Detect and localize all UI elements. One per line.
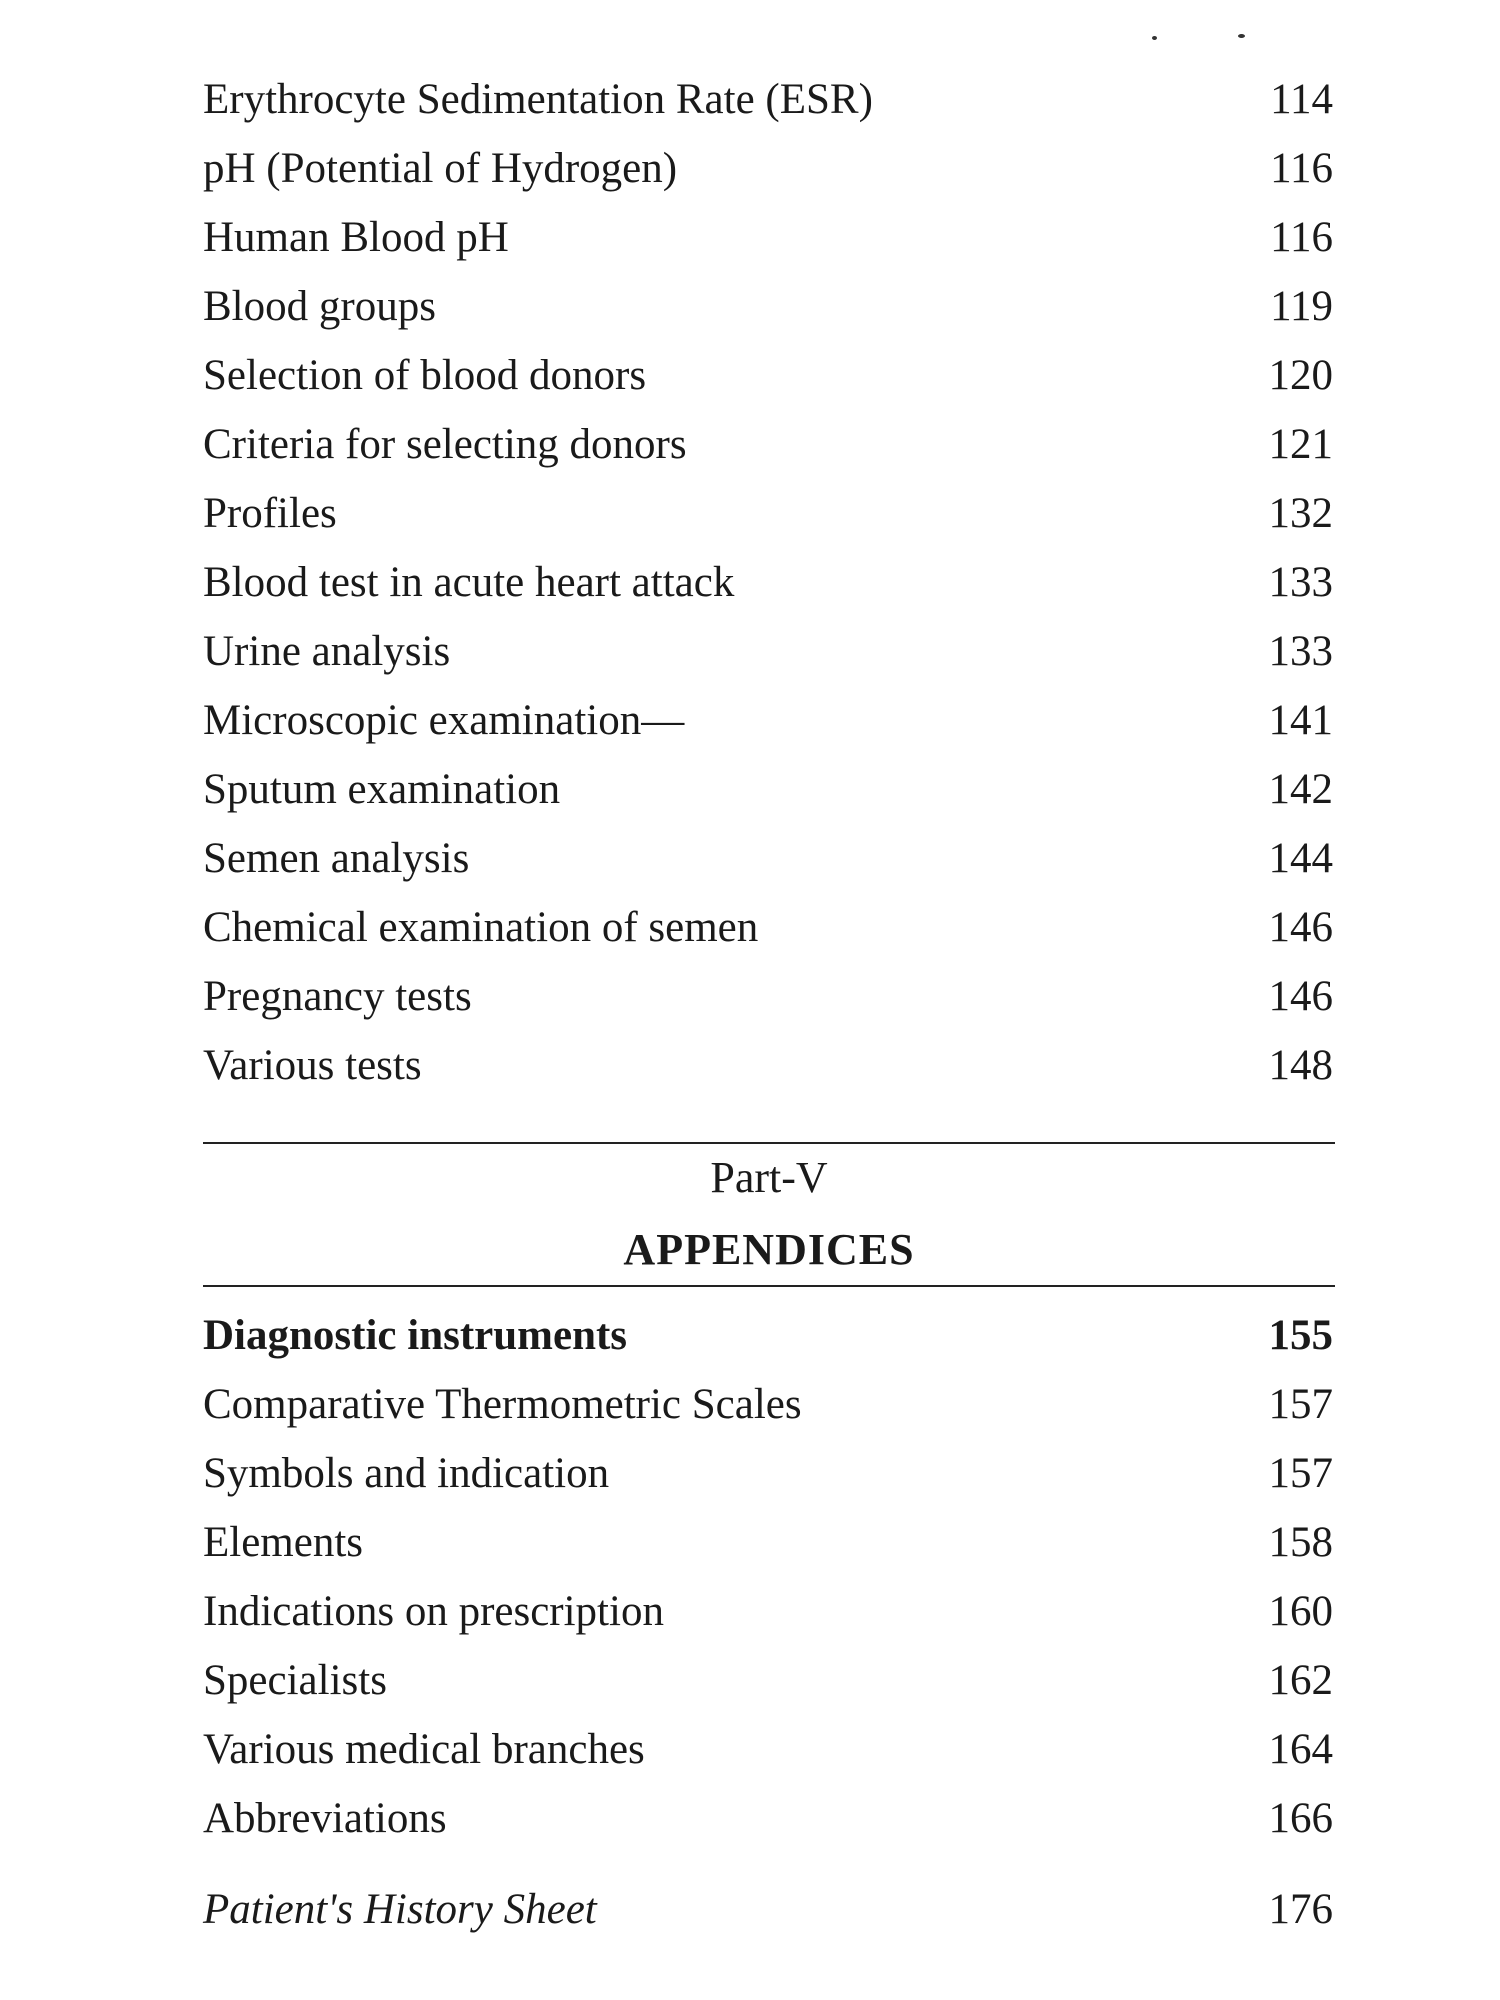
part-heading: Part-V [710,1153,828,1202]
toc-entry-page: 116 [1270,214,1333,261]
toc-entry-label: Erythrocyte Sedimentation Rate (ESR) [203,76,873,123]
toc-entry [203,1375,1333,1435]
toc-entry [203,1036,1333,1096]
toc-entry-final [203,1880,1333,1940]
toc-entry-label: Elements [203,1519,364,1566]
toc-entry-page: 157 [1268,1450,1333,1497]
toc-entry-page: 119 [1270,283,1333,330]
toc-entry-label: Selection of blood donors [203,352,647,399]
toc-entry [203,208,1333,268]
toc-entry-page: 142 [1268,766,1333,813]
toc-entry-label: Semen analysis [203,835,470,882]
toc-entry [203,967,1333,1027]
toc-entry-label: Symbols and indication [203,1450,610,1497]
toc-entry [203,1582,1333,1642]
toc-entry [203,277,1333,337]
toc-entry-label: Patient's History Sheet [203,1886,597,1933]
toc-entry [203,1513,1333,1573]
toc-entry-label: Microscopic examination— [203,697,685,744]
toc-entry-page: 155 [1268,1312,1333,1359]
toc-entry-label: Profiles [203,490,337,537]
toc-entry-page: 162 [1268,1657,1333,1704]
toc-entry-label: Diagnostic instruments [203,1312,628,1359]
toc-entry-page: 146 [1268,973,1333,1020]
toc-entry [203,1789,1333,1849]
toc-entry-page: 121 [1268,421,1333,468]
scan-speck [1152,36,1157,40]
section-rule-top [203,1142,1335,1144]
toc-entry-label: Comparative Thermometric Scales [203,1381,802,1428]
toc-entry [203,1651,1333,1711]
toc-entry [203,484,1333,544]
toc-entry [203,415,1333,475]
toc-entry-page: 120 [1268,352,1333,399]
toc-entry-label: pH (Potential of Hydrogen) [203,145,678,192]
toc-entry [203,898,1333,958]
toc-entry-page: 148 [1268,1042,1333,1089]
toc-entry-label: Blood test in acute heart attack [203,559,735,606]
toc-entry-label: Various medical branches [203,1726,645,1773]
toc-entry-page: 160 [1268,1588,1333,1635]
toc-entry [203,1306,1333,1366]
toc-entry [203,346,1333,406]
toc-entry-page: 132 [1268,490,1333,537]
toc-entry-label: Indications on prescription [203,1588,664,1635]
scan-speck [1238,34,1245,38]
toc-entry-page: 146 [1268,904,1333,951]
toc-entry-page: 133 [1268,559,1333,606]
toc-entry [203,760,1333,820]
toc-entry-page: 164 [1268,1726,1333,1773]
toc-entry-label: Chemical examination of semen [203,904,759,951]
toc-entry-page: 114 [1270,76,1333,123]
toc-entry-label: Urine analysis [203,628,451,675]
toc-entry [203,553,1333,613]
toc-entry-label: Specialists [203,1657,387,1704]
toc-entry [203,139,1333,199]
section-title: APPENDICES [623,1225,915,1274]
toc-entry-label: Criteria for selecting donors [203,421,687,468]
toc-entry [203,691,1333,751]
toc-entry-label: Pregnancy tests [203,973,472,1020]
toc-entry-page: 133 [1268,628,1333,675]
toc-entry-label: Various tests [203,1042,422,1089]
toc-entry-page: 158 [1268,1519,1333,1566]
toc-entry-page: 157 [1268,1381,1333,1428]
toc-entry-page: 141 [1268,697,1333,744]
toc-entry-label: Sputum examination [203,766,561,813]
section-rule-bottom [203,1285,1335,1287]
toc-entry-label: Human Blood pH [203,214,509,261]
toc-entry [203,1720,1333,1780]
toc-entry [203,622,1333,682]
toc-entry [203,829,1333,889]
toc-entry [203,70,1333,130]
toc-entry [203,1444,1333,1504]
toc-entry-page: 176 [1268,1886,1333,1933]
toc-entry-label: Blood groups [203,283,436,330]
toc-entry-label: Abbreviations [203,1795,447,1842]
toc-entry-page: 144 [1268,835,1333,882]
toc-entry-page: 116 [1270,145,1333,192]
toc-entry-page: 166 [1268,1795,1333,1842]
